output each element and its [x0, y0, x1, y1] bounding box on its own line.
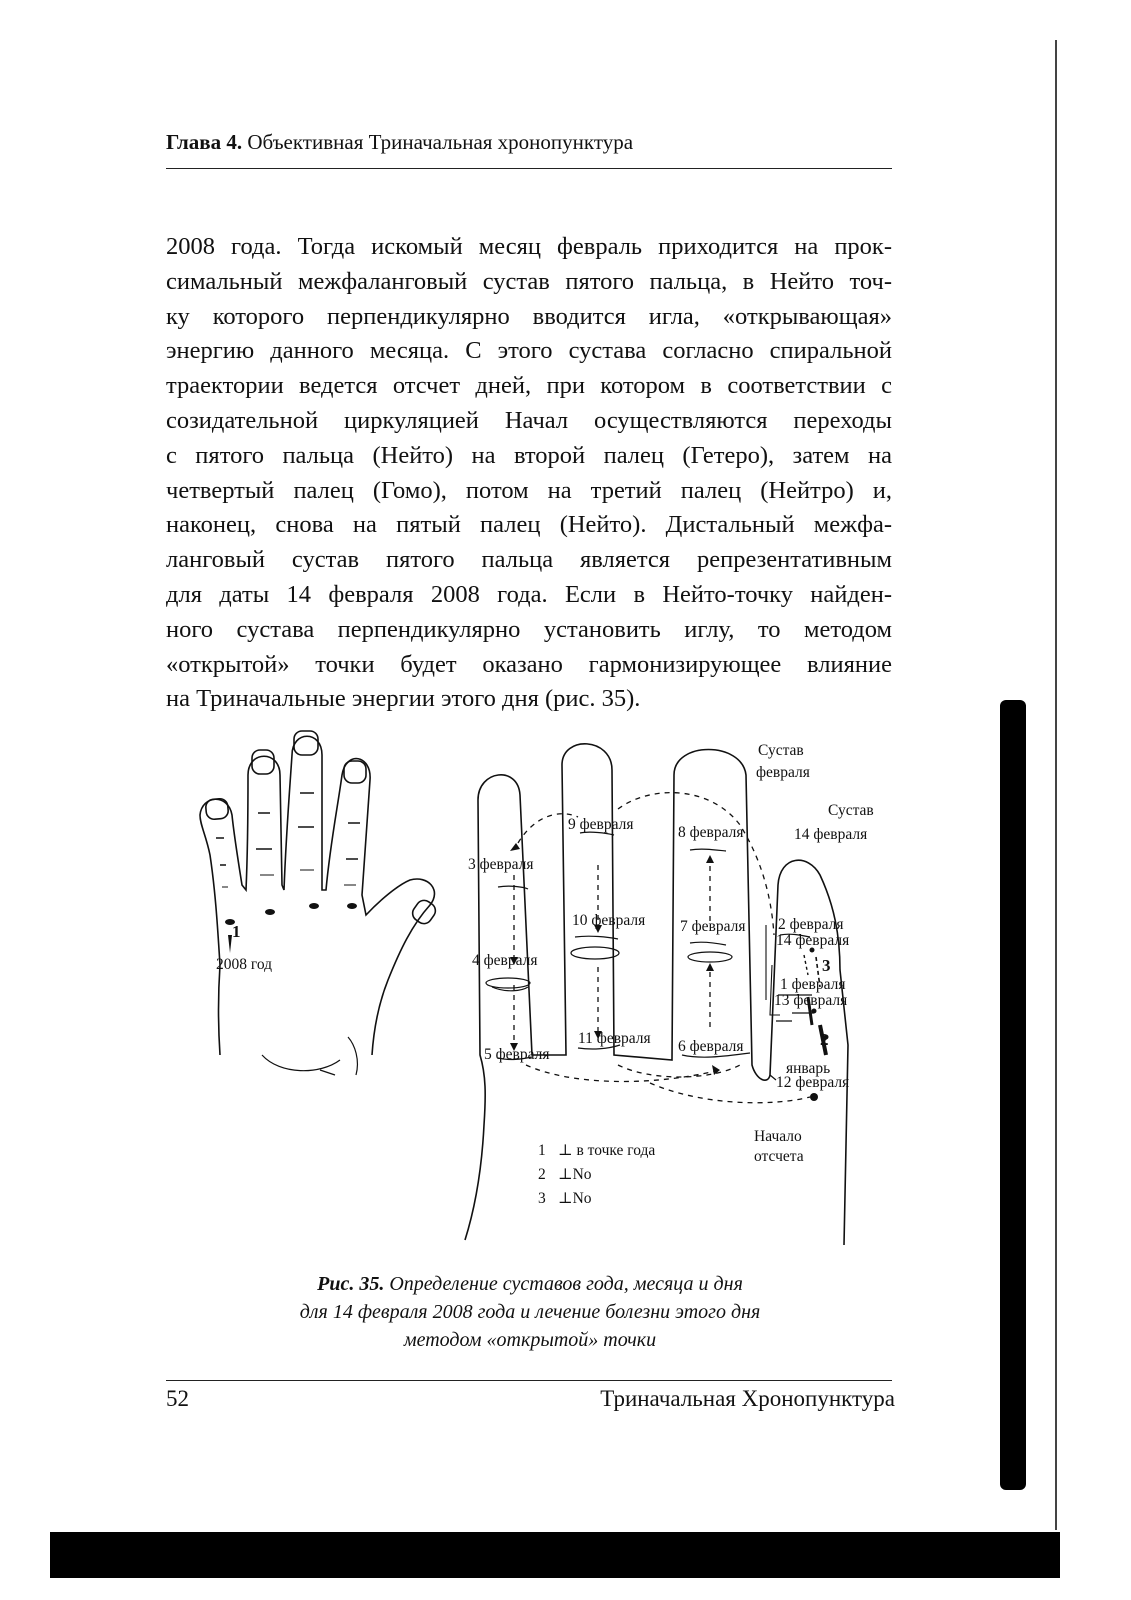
- chapter-title: Объективная Триначальная хронопунктура: [247, 130, 634, 154]
- start-label-1: Начало: [754, 1128, 802, 1145]
- caption-line-2: для 14 февраля 2008 года и лечение болезни этого дня: [299, 1301, 761, 1323]
- body-line: на Триначальные энергии этого дня (рис. 35).: [166, 685, 641, 713]
- body-line: 2008 года. Тогда искомый месяц февраль приходится на прок-: [166, 233, 892, 260]
- header-divider: [166, 168, 892, 169]
- body-line: симальный межфаланговый сустав пятого пальца, в Нейто точ-: [166, 267, 892, 295]
- day-label-7: 7 февраля: [680, 918, 746, 935]
- legend-num-2: 2: [538, 1166, 546, 1183]
- day-label-9: 9 февраля: [568, 816, 634, 833]
- body-line: с пятого пальца (Нейто) на второй палец (Гетеро), затем на: [166, 441, 892, 469]
- day-label-11: 11 февраля: [578, 1030, 651, 1047]
- page-number: 52: [166, 1386, 189, 1411]
- day-label-5: 5 февраля: [484, 1046, 550, 1063]
- body-line: ного сустава перпендикулярно установить иглу, то методом: [166, 615, 892, 643]
- chapter-label: Глава 4.: [166, 130, 243, 154]
- joint-feb-label-1: Сустав: [758, 742, 804, 759]
- running-title: Триначальная Хронопунктура: [600, 1386, 895, 1411]
- body-paragraph: [166, 230, 892, 717]
- day-label-12: 12 февраля: [776, 1074, 850, 1091]
- body-line: ланговый сустав пятого пальца является репрезентативным: [166, 546, 892, 574]
- small-hand-outline: [200, 736, 434, 1055]
- footer-divider: [166, 1380, 892, 1381]
- scan-bottom-shadow: [50, 1532, 1060, 1578]
- day-label-14: 14 февраля: [776, 932, 850, 949]
- needle-marker-2: 2: [820, 1030, 829, 1049]
- legend-text-1: ⊥ в точке года: [558, 1142, 656, 1159]
- caption-line-1: Определение суставов года, месяца и дня: [389, 1273, 743, 1295]
- needle-marker-3: 3: [822, 956, 831, 975]
- day-label-1: 1 февраля: [780, 976, 846, 993]
- legend-num-3: 3: [538, 1190, 546, 1207]
- month-label-jan: январь: [786, 1060, 831, 1077]
- body-line: наконец, снова на пятый палец (Нейто). Дистальный межфа-: [166, 511, 892, 539]
- spine-shadow: [1000, 700, 1026, 1490]
- day-label-10: 10 февраля: [572, 912, 646, 929]
- joint-14feb-label-2: 14 февраля: [794, 826, 868, 843]
- chapter-header: [166, 130, 886, 155]
- day-label-13: 13 февраля: [774, 992, 848, 1009]
- year-label: 2008 год: [216, 956, 273, 973]
- day-label-4: 4 февраля: [472, 952, 538, 969]
- year-marker: 1: [232, 922, 241, 941]
- caption-label: Рис. 35.: [317, 1273, 385, 1295]
- body-line: ку которого перпендикулярно вводится игла, «открывающая»: [166, 302, 892, 330]
- body-line: траектории ведется отсчет дней, при котором в соответствии с: [166, 372, 892, 400]
- page-edge-line: [1055, 40, 1057, 1530]
- legend-text-3: ⊥No: [558, 1190, 592, 1207]
- body-line: созидательной циркуляцией Начал осуществляются переходы: [166, 406, 892, 434]
- day-label-8: 8 февраля: [678, 824, 744, 841]
- body-line: для даты 14 февраля 2008 года. Если в Нейто-точку найден-: [166, 580, 892, 608]
- legend-text-2: ⊥No: [558, 1166, 592, 1183]
- body-line: четвертый палец (Гомо), потом на третий палец (Нейтро) и,: [166, 476, 892, 504]
- joint-feb-label-2: февраля: [756, 764, 810, 781]
- figure-35: [180, 725, 900, 1255]
- legend-num-1: 1: [538, 1142, 546, 1159]
- figure-caption: [200, 1270, 860, 1354]
- day-label-3: 3 февраля: [468, 856, 534, 873]
- day-label-6: 6 февраля: [678, 1038, 744, 1055]
- caption-line-3: методом «открытой» точки: [403, 1329, 657, 1351]
- day-label-2: 2 февраля: [778, 916, 844, 933]
- start-label-2: отсчета: [754, 1148, 804, 1165]
- body-line: «открытой» точки будет оказано гармонизирующее влияние: [166, 650, 892, 678]
- body-line: энергию данного месяца. С этого сустава согласно спиральной: [166, 337, 892, 365]
- joint-14feb-label-1: Сустав: [828, 802, 874, 819]
